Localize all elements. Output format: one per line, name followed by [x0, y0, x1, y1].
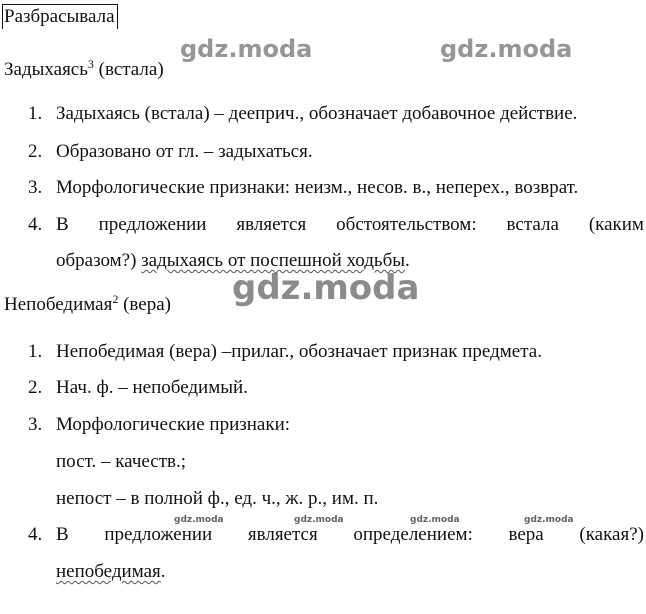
word: предложении — [98, 214, 207, 235]
word: определением: — [353, 524, 473, 545]
item-number: 1. — [28, 341, 43, 362]
word: В — [56, 214, 69, 235]
item-text: Образовано от гл. – задыхаться. — [56, 141, 313, 162]
item-number: 2. — [28, 377, 43, 398]
parsed-word-ending: а — [106, 6, 115, 27]
section2-footnote: 2 — [112, 292, 119, 306]
continuation-text: образом?) — [56, 250, 142, 271]
watermark: gdz.moda — [524, 515, 574, 525]
parsed-word-stem: Разбрасывал — [4, 6, 107, 27]
item-text: Морфологические признаки: — [56, 414, 291, 435]
word: встала — [506, 214, 559, 235]
watermark: gdz.moda — [232, 268, 420, 308]
section1-heading — [4, 58, 164, 82]
word: обстоятельством: — [336, 214, 477, 235]
item-text: Непобедимая (вера) –прилаг., обозначает признак предмета. — [56, 341, 542, 362]
watermark: gdz.moda — [180, 35, 313, 63]
watermark: gdz.moda — [174, 515, 224, 525]
section2-item-3-line-2 — [56, 487, 378, 511]
section2-heading — [4, 293, 171, 317]
section1-footnote: 3 — [87, 57, 94, 71]
watermark: gdz.moda — [294, 515, 344, 525]
word: предложении — [104, 524, 213, 545]
item-text-justified — [56, 213, 644, 237]
section2-item-4-continuation — [56, 560, 166, 584]
section1-heading-suffix: (встала) — [93, 59, 164, 80]
underlined-phrase: задыхаясь от поспешной ходьбы — [141, 250, 406, 271]
section2-item-3-line-1 — [56, 450, 186, 474]
section2-heading-suffix: (вера) — [118, 294, 171, 315]
watermark: gdz.moda — [440, 35, 573, 63]
item-text: Нач. ф. – непобедимый. — [56, 377, 248, 398]
item-number: 4. — [28, 214, 43, 235]
item-text-justified — [56, 523, 644, 547]
period: . — [405, 250, 410, 271]
word: является — [236, 214, 307, 235]
item-number: 3. — [28, 414, 43, 435]
word: В — [56, 524, 69, 545]
word: (какая?) — [579, 524, 644, 545]
feature-line: непост – в полной ф., ед. ч., ж. р., им. п. — [56, 488, 379, 509]
item-number: 4. — [28, 524, 43, 545]
item-text: Задыхаясь (встала) – дееприч., обозначает добавочное действие. — [56, 103, 578, 124]
section1-heading-word: Задыхаясь — [4, 59, 88, 80]
underlined-phrase: непобедимая — [56, 561, 161, 582]
item-text: Морфологические признаки: неизм., несов. в., неперех., возврат. — [56, 177, 579, 198]
parsed-word-box — [2, 4, 118, 29]
watermark: gdz.moda — [410, 515, 460, 525]
feature-line: пост. – качеств.; — [56, 451, 187, 472]
section2-heading-word: Непобедимая — [4, 294, 113, 315]
item-number: 1. — [28, 103, 43, 124]
word: (каким — [588, 214, 644, 235]
item-number: 3. — [28, 177, 43, 198]
word: вера — [508, 524, 544, 545]
item-number: 2. — [28, 141, 43, 162]
period: . — [160, 561, 166, 582]
word: является — [247, 524, 318, 545]
